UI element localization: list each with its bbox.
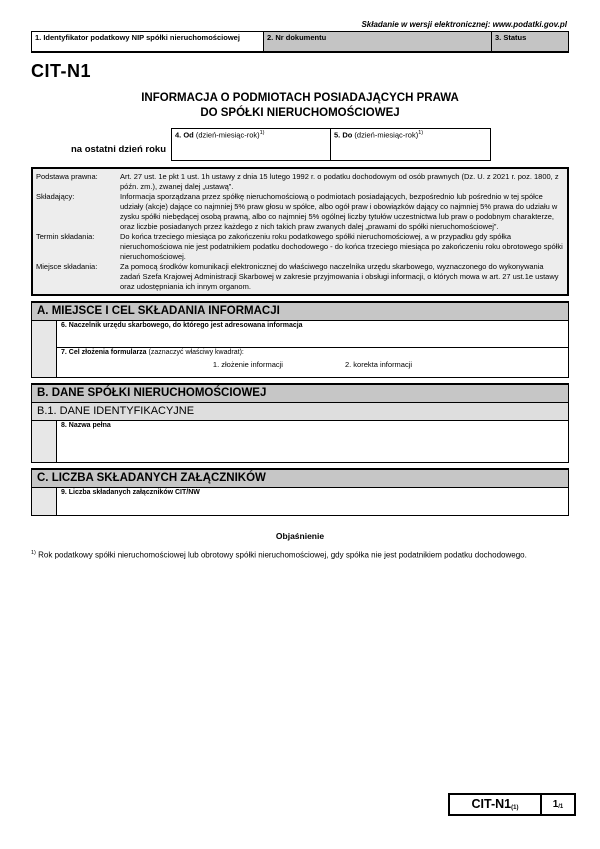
option-correction[interactable]: 2. korekta informacji <box>344 360 413 370</box>
legal-text: Informacja sporządzana przez spółkę nieruchomościową o podmiotach posiadających, bezpośrednio lub pośrednio w tej spółce udziały (akcje) dające co najmniej 5% praw głosu w spółce, albo ogół praw i obowiązków dający co najmniej 5% prawa do udziału w zysku spółki niebędącej osobą prawną, albo co najmniej 5% ogólnej liczby tytułów uczestnictwa lub praw o podobnym charakterze, oraz liczbie posiadanych przez każdego z nich takich praw zwanych dalej „prawami do spółki nieruchomościowej”. <box>120 192 558 231</box>
status-label: 3. Status <box>495 33 527 42</box>
document-number-field <box>264 32 492 51</box>
form-title-line1: INFORMACJA O PODMIOTACH POSIADAJĄCYCH PRAWA <box>141 92 459 104</box>
electronic-filing-note: Składanie w wersji elektronicznej: www.podatki.gov.pl <box>361 20 567 29</box>
date-from-hint: (dzień-miesiąc-rok) <box>193 130 260 140</box>
date-from-number: 4. Od <box>175 130 194 140</box>
legal-label: Podstawa prawna: <box>36 172 98 181</box>
footer-page-current: 1 <box>552 799 559 810</box>
form-page <box>31 0 569 560</box>
legal-row-skladajacy <box>36 191 564 231</box>
nip-field[interactable] <box>32 32 264 51</box>
date-to-number: 5. Do <box>334 130 353 140</box>
legal-info-box <box>31 167 569 296</box>
full-name-field[interactable] <box>57 421 568 462</box>
footer-page-number <box>542 795 574 814</box>
footer-form-code-version: (1) <box>511 805 519 811</box>
section-c-body <box>31 488 569 516</box>
form-code-heading: CIT-N1 <box>31 61 92 81</box>
section-b-header: B. DANE SPÓŁKI NIERUCHOMOŚCIOWEJ <box>31 383 569 403</box>
section-a-fields <box>57 321 568 377</box>
date-to-field[interactable] <box>331 128 491 161</box>
legal-label: Składający: <box>36 192 75 202</box>
purpose-field-label-rest: (zaznaczyć właściwy kwadrat): <box>146 349 244 357</box>
section-a <box>31 301 569 378</box>
legal-text: Art. 27 ust. 1e pkt 1 ust. 1h ustawy z dnia 15 lutego 1992 r. o podatku dochodowym od osób prawnych (Dz. U. z 2021 r. poz. 1800, z późn. zm.), zwanej dalej „ustawą”. <box>120 172 559 191</box>
legal-label: Miejsce składania: <box>36 262 98 272</box>
legal-row-termin <box>36 231 564 261</box>
status-field <box>492 32 568 51</box>
footnote-text: Rok podatkowy spółki nieruchomościowej lub obrotowy spółki nieruchomościowej, gdy spółka nie jest podatnikiem podatku dochodowego. <box>35 551 527 561</box>
period-row <box>31 128 569 161</box>
date-to-footnote-marker: 1) <box>418 130 424 136</box>
footer-form-code <box>450 795 542 814</box>
section-b-left-strip <box>32 421 57 462</box>
option-submission[interactable]: 1. złożenie informacji <box>212 360 283 370</box>
footnote <box>31 550 569 560</box>
section-c-fields <box>57 488 568 515</box>
section-b <box>31 383 569 463</box>
date-from-footnote-marker: 1) <box>259 130 265 136</box>
legal-row-miejsce <box>36 261 564 291</box>
attachments-count-field-label: 9. Liczba składanych załączników CIT/NW <box>61 489 200 497</box>
legal-label: Termin składania: <box>36 232 95 242</box>
period-label: na ostatni dzień roku <box>70 144 166 155</box>
explanation-title: Objaśnienie <box>275 531 325 542</box>
page-footer <box>448 793 576 816</box>
footnote-marker: 1) <box>31 550 36 557</box>
legal-text: Za pomocą środków komunikacji elektronicznej do właściwego naczelnika urzędu skarbowego, wyznaczonego do wykonywania zadań Szefa Krajowej Administracji Skarbowej w zakresie przyjmowania i obsługi informacji, o których mowa w art. 27 ust.1e ustawy oraz udostępniania ich innym organom. <box>120 262 559 291</box>
section-b1-header: B.1. DANE IDENTYFIKACYJNE <box>31 403 569 421</box>
purpose-field <box>57 348 568 377</box>
document-number-label: 2. Nr dokumentu <box>267 33 327 42</box>
section-c-left-strip <box>32 488 57 515</box>
footer-page-total: /1 <box>558 804 564 810</box>
tax-office-field[interactable] <box>57 321 568 348</box>
date-from-field[interactable] <box>171 128 331 161</box>
footer-form-code-text: CIT-N1 <box>471 797 512 811</box>
section-a-left-strip <box>32 321 57 377</box>
purpose-field-label-bold: 7. Cel złożenia formularza <box>61 349 147 357</box>
section-b-body <box>31 421 569 463</box>
section-a-header: A. MIEJSCE I CEL SKŁADANIA INFORMACJI <box>31 301 569 321</box>
top-header-row <box>31 31 569 53</box>
section-a-body <box>31 321 569 378</box>
attachments-count-field[interactable] <box>57 488 568 515</box>
legal-text: Do końca trzeciego miesiąca po zakończeniu roku podatkowego spółki nieruchomościowej, a w przypadku gdy spółka nieruchomościowa nie jest podatnikiem podatku dochodowego - do końca trzeciego miesiąca po zakończeniu roku obrotowego spółki nieruchomościowej. <box>120 232 563 261</box>
purpose-field-label <box>61 349 564 356</box>
purpose-options <box>61 360 564 369</box>
legal-row-podstawa <box>36 171 564 191</box>
form-title <box>31 91 569 120</box>
form-title-line2: DO SPÓŁKI NIERUCHOMOŚCIOWEJ <box>200 106 400 119</box>
date-boxes <box>171 128 491 161</box>
full-name-field-label: 8. Nazwa pełna <box>61 422 111 430</box>
section-b-fields <box>57 421 568 462</box>
nip-field-label: 1. Identyfikator podatkowy NIP spółki nieruchomościowej <box>35 33 240 42</box>
tax-office-field-label: 6. Naczelnik urzędu skarbowego, do którego jest adresowana informacja <box>61 322 303 330</box>
date-to-hint: (dzień-miesiąc-rok) <box>352 130 419 140</box>
section-c <box>31 468 569 516</box>
section-c-header: C. LICZBA SKŁADANYCH ZAŁĄCZNIKÓW <box>31 468 569 488</box>
